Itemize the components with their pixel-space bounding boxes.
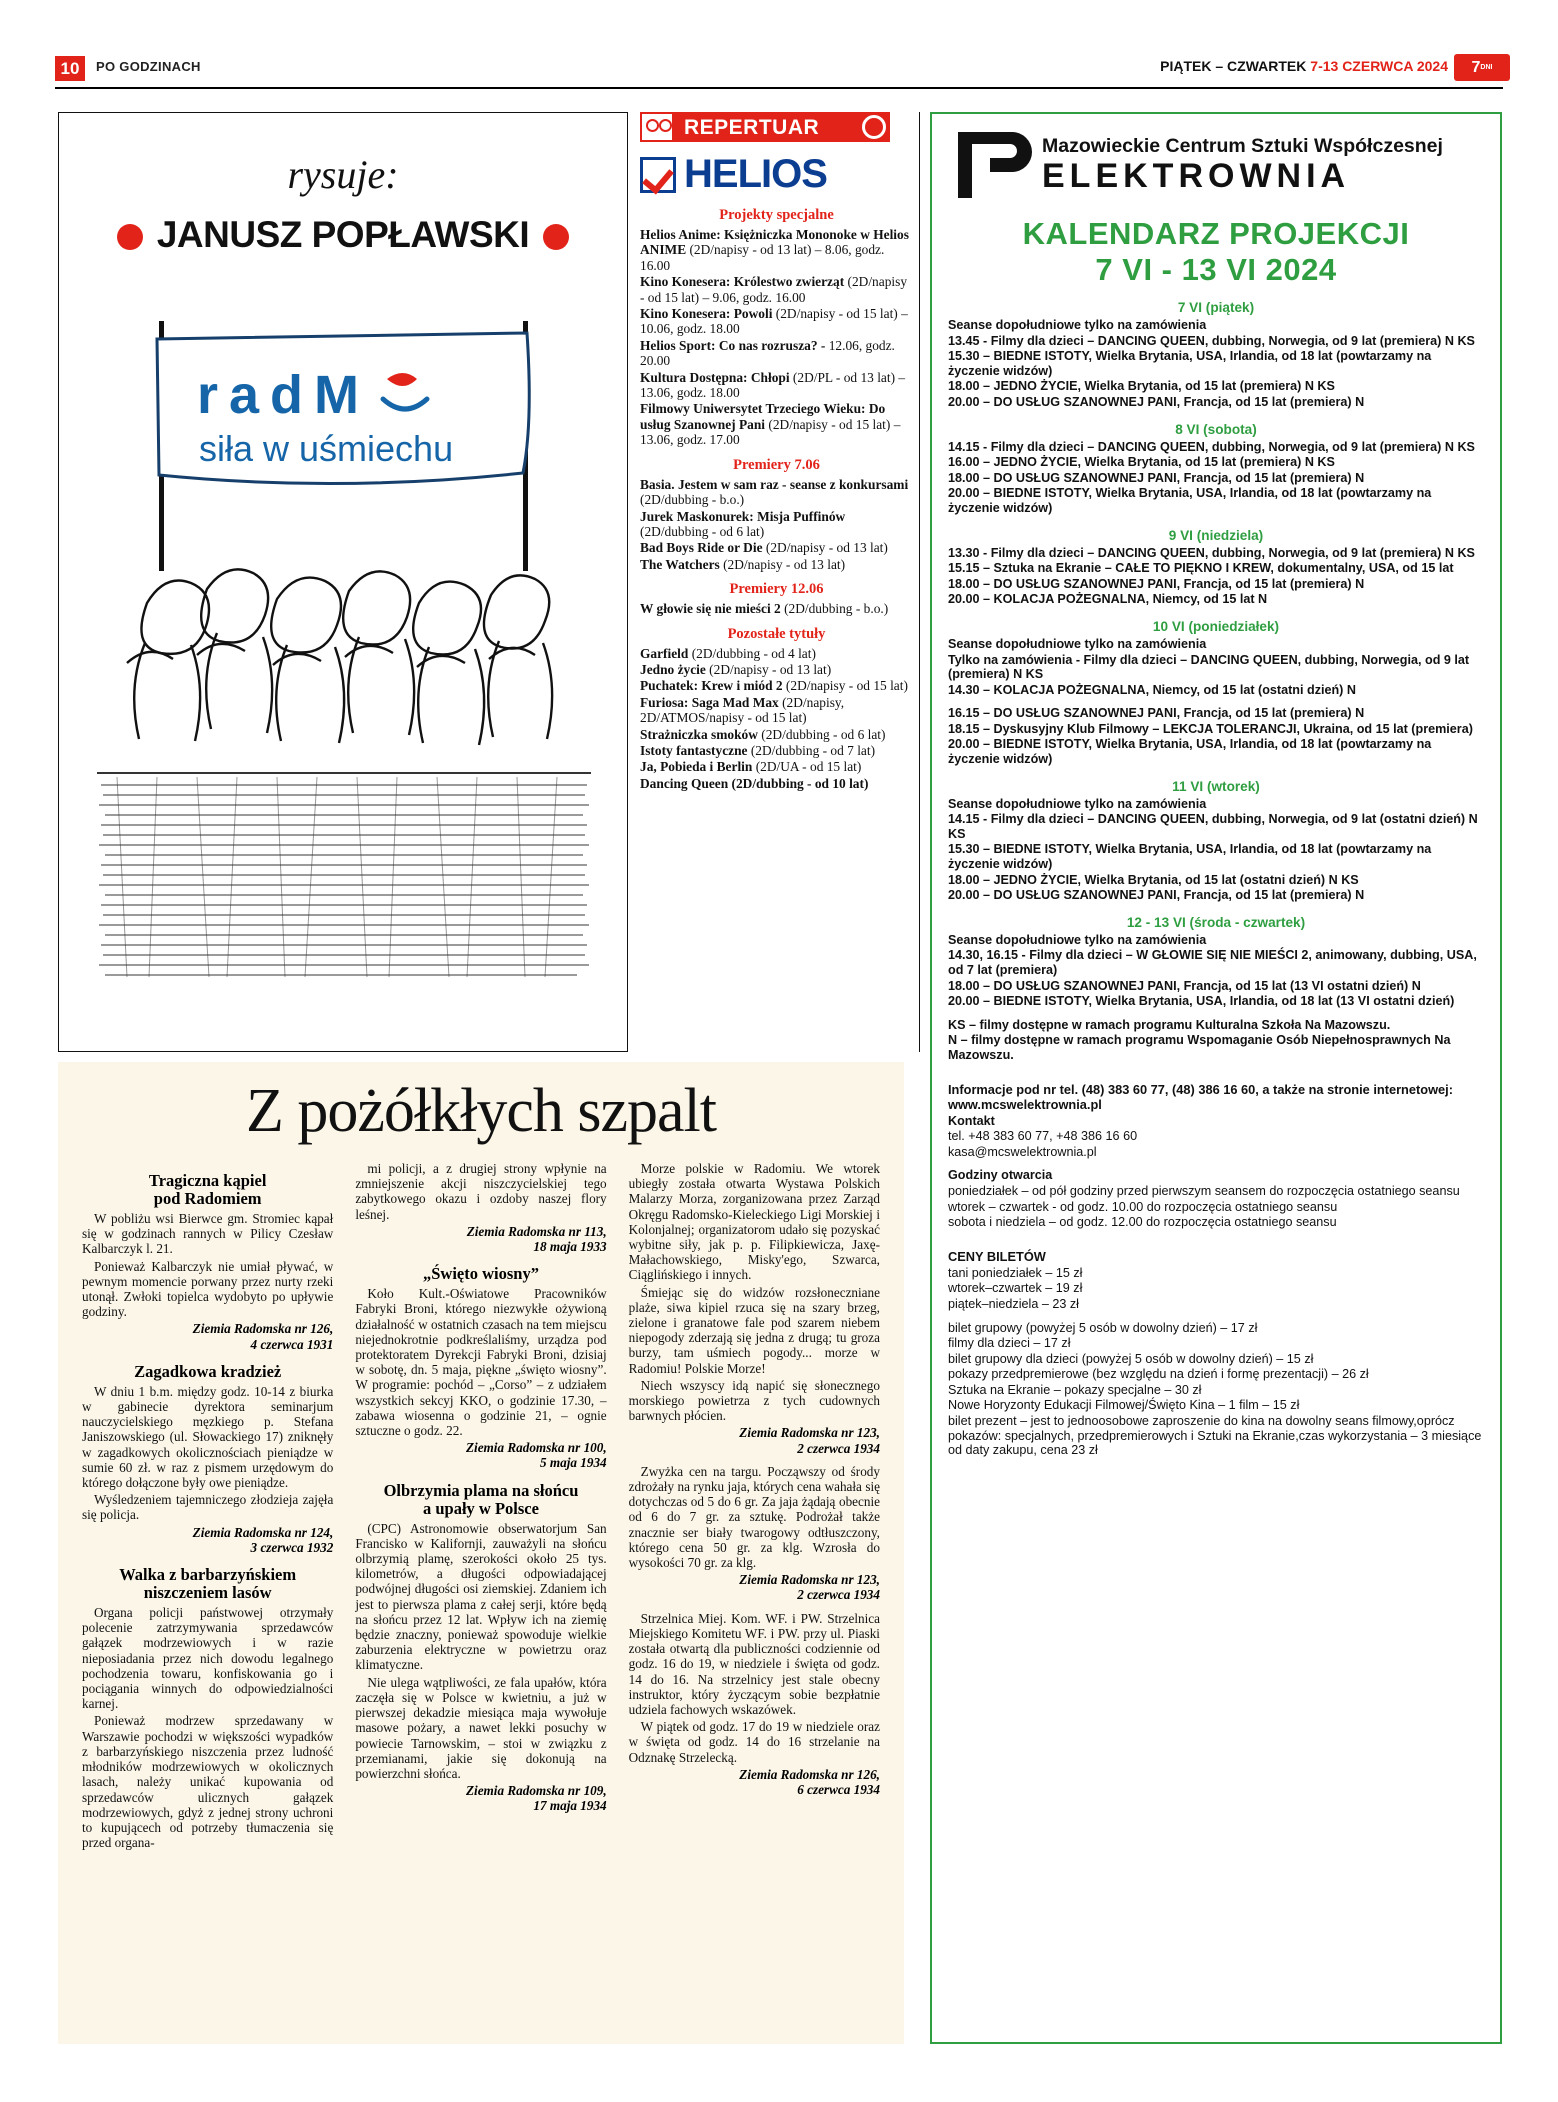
calendar-title	[948, 216, 1484, 288]
schedule-line: 15.30 – BIEDNE ISTOTY, Wielka Brytania, USA, Irlandia, od 18 lat (powtarzamy na życzenie widzów)	[948, 842, 1432, 872]
ticket-price-line: bilet prezent – jest to jednoosobowe zaproszenie do kina na dowolny seans filmowy,oprócz pokazów: specjalnych, przedpremierowych i Sztuki na Ekranie,czas wykorzystania – 3 miesiące od daty zakupu, cena 23 zł	[948, 1414, 1482, 1458]
helios-listing: Filmowy Uniwersytet Trzeciego Wieku: Do usług Szanownej Pani (2D/napisy - od 15 lat) – 13.06, godz. 17.00	[640, 401, 901, 448]
ticket-price-line: bilet grupowy dla dzieci (powyżej 5 osób w dowolny dzień) – 15 zł	[948, 1351, 1314, 1366]
contact-line: kasa@mcswelektrownia.pl	[948, 1144, 1097, 1159]
masthead-logo-suffix: DNI	[1480, 64, 1493, 71]
helios-listing: Jedno życie (2D/napisy - od 13 lat)	[640, 661, 832, 677]
archive-title: Z pożółkłych szpalt	[246, 1077, 716, 1145]
helios-listing: Basia. Jestem w sam raz - seanse z konkursami (2D/dubbing - b.o.)	[640, 476, 909, 508]
helios-sections	[640, 207, 913, 791]
article-paragraph: (CPC) Astronomowie obserwatorjum San Francisko w Kalifornji, zauważyli na słońcu olbrzymią plamę, szerokości około 25 tys. kilometrów, a długości odpowiadającej podwójnej długości osi ziemskiej. Zdaniem ich jest to pierwsza plama z całej serji, które będą na słońcu przez 12 lat. Wpływ ich na ziemię będzie znaczny, ponieważ spowoduje wielkie zaburzenia elektryczne w powietrzu oraz klimatyczne.	[355, 1520, 607, 1673]
article-paragraph: Organa policji państwowej otrzymały polecenie zatrzymywania sprzedawców gałązek modrzewiowych i w razie nieposiadania przez nich dowodu legalnego pochodzenia towaru, konfiskowania go i pociągania winnych do odpowiedzialności karnej.	[82, 1605, 334, 1712]
cartoon-author	[59, 214, 627, 256]
repertuar-label: REPERTUAR	[684, 116, 820, 139]
schedule-line: 18.00 – JEDNO ŻYCIE, Wielka Brytania, od 15 lat (premiera) N KS	[948, 379, 1335, 394]
schedule-line: 20.00 – BIEDNE ISTOTY, Wielka Brytania, USA, Irlandia, od 18 lat (13 VI ostatni dzień)	[948, 994, 1455, 1009]
issue-date-prefix: PIĄTEK – CZWARTEK	[1160, 58, 1311, 74]
ticket-price-line: wtorek–czwartek – 19 zł	[948, 1281, 1083, 1296]
schedule-line: Seanse dopołudniowe tylko na zamówienia	[948, 318, 1207, 332]
contact-line: tel. +48 383 60 77, +48 386 16 60	[948, 1129, 1138, 1144]
helios-listing: Ja, Pobieda i Berlin (2D/UA - od 15 lat)	[640, 759, 862, 775]
page-header	[0, 56, 1558, 86]
header-divider	[55, 87, 1503, 89]
helios-repertoire-panel	[640, 112, 920, 1052]
ticket-price-line: piątek–niedziela – 23 zł	[948, 1296, 1079, 1311]
helios-listing: Istoty fantastyczne (2D/dubbing - od 7 lat)	[640, 742, 876, 758]
archive-column	[82, 1161, 333, 1852]
svg-text:r a d M: r a d M	[197, 365, 358, 425]
schedule-day-header: 10 VI (poniedziałek)	[1152, 618, 1280, 634]
elektrownia-subtitle: Mazowieckie Centrum Sztuki Współczesnej	[1042, 135, 1443, 157]
issue-date-range: 7-13 CZERWCA 2024	[1310, 58, 1448, 74]
article-paragraph: W dniu 1 b.m. między godz. 10-14 z biurka w gabinecie dyrektora seminarjum nauczycielskiego męzkiego p. Stefana Janiszowskiego (ul. Słowackiego 17) zniknęły w zagadkowych okolicznościach pieniądze w sumie 60 zł. w raz z pismem urzędowym do którego dołączone były owe pieniądze.	[82, 1383, 334, 1491]
schedule-line: Seanse dopołudniowe tylko na zamówienia	[948, 636, 1207, 651]
helios-listing: Garfield (2D/dubbing - od 4 lat)	[640, 645, 816, 661]
red-dot-right-icon	[543, 224, 569, 250]
spacer	[948, 1010, 1484, 1018]
elektrownia-title: ELEKTROWNIA	[1042, 157, 1351, 195]
spacer	[948, 1231, 1484, 1239]
red-dot-left-icon	[117, 224, 143, 250]
ticket-price-line: tani poniedziałek – 15 zł	[948, 1265, 1083, 1280]
cartoon-panel	[58, 112, 628, 1052]
schedule-line: 14.30 – KOLACJA POŻEGNALNA, Niemcy, od 15 lat (ostatni dzień) N	[948, 682, 1356, 697]
helios-section-title: Projekty specjalne	[719, 207, 834, 223]
schedule-line	[948, 698, 1484, 706]
article-source: Ziemia Radomska nr 126, 4 czerwca 1931	[192, 1321, 334, 1352]
article-paragraph: W piątek od godz. 17 do 19 w niedziele oraz w święta od godz. 14 do 16 strzelanie na Odznakę Strzelecką.	[628, 1719, 880, 1765]
article-paragraph: Ponieważ modrzew sprzedawany w Warszawie pochodzi w większości wypadków z barbarzyńskiego niszczenia przez ludność młodników modrzewiowych w okolicznych lasach, należy unikać kupowania od sprzedawców ulicznych gałązek modrzewiowych, gdyż z jednej strony uchroni to kupującech od potrzeby tłumaczenia się przed organa-	[82, 1713, 334, 1851]
schedule-line: 18.00 – DO USŁUG SZANOWNEJ PANI, Francja, od 15 lat (13 VI ostatni dzień) N	[948, 978, 1421, 993]
helios-section-title: Premiery 12.06	[729, 581, 824, 598]
article-paragraph: Nie ulega wątpliwości, ze fala upałów, która zaczęła się w Polsce w kwietniu, a już w pierwszej dekadzie miesiąca maja wywołuje masowe pożary, a nawet lekki posuchy w powiecie Tarnowskim, – stoi w związku z przemianami, jakie się dokonują na powierzchni słońca.	[355, 1674, 607, 1781]
elektrownia-logo-icon	[948, 128, 1032, 202]
article-paragraph: Niech wszyscy idą napić się słonecznego morskiego powietrza z tych cudownych barwnych płócien.	[628, 1377, 880, 1424]
helios-listing: Kino Konesera: Powoli (2D/napisy - od 15 lat) – 10.06, godz. 18.00	[640, 306, 908, 337]
schedule-line: Seanse dopołudniowe tylko na zamówienia	[948, 796, 1207, 811]
article-paragraph: Śmiejąc się do widzów rozsłoneczniane plaże, siwa kipiel rzuca się na szary brzeg, zielone i granatowe fale pod szarem niebem niepogody zderzają się jedna z drugą; tu groza burzy, tam uśmiech pogody... morze w Radomiu! Polskie Morze!	[628, 1284, 880, 1376]
schedule-line: 13.45 - Filmy dla dzieci – DANCING QUEEN, dubbing, Norwegia, od 9 lat (premiera) N KS	[948, 333, 1475, 348]
helios-listing: W głowie się nie mieści 2 (2D/dubbing - b.o.)	[640, 601, 889, 617]
archive-articles-panel	[58, 1062, 904, 2044]
article-source: Ziemia Radomska nr 123, 2 czerwca 1934	[739, 1572, 880, 1603]
ticket-price-line: Sztuka na Ekranie – pokazy specjalne – 30 zł	[948, 1382, 1202, 1397]
schedule-day-header: 11 VI (wtorek)	[1172, 778, 1260, 794]
article-paragraph: Strzelnica Miej. Kom. WF. i PW. Strzelnica Miejskiego Komitetu WF. i PW. przy ul. Piaski została otwartą dla publiczności codziennie od godz. 16 do 19, w niedziele i święta od godz. 14 do 16. Na strzelnicy jest stale obecny instruktor, który życzącym sobie bezpłatnie udziela fachowych wskazówek.	[628, 1610, 880, 1717]
section-title: PO GODZINACH	[96, 59, 201, 74]
helios-listing: Strażniczka smoków (2D/dubbing - od 6 lat)	[640, 726, 886, 742]
page-number: 10	[55, 56, 85, 81]
schedule-line: 14.15 - Filmy dla dzieci – DANCING QUEEN, dubbing, Norwegia, od 9 lat (ostatni dzień) N KS	[948, 812, 1478, 841]
schedule-line: 14.30, 16.15 - Filmy dla dzieci – W GŁOWIE SIĘ NIE MIEŚCI 2, animowany, dubbing, USA, od 7 lat (premiera)	[948, 948, 1477, 977]
spacer	[948, 1160, 1484, 1168]
article-heading: Olbrzymia plama na słońcu a upały w Polsce	[383, 1480, 579, 1518]
helios-logo	[640, 152, 913, 197]
ticket-price-line: Nowe Horyzonty Edukacji Filmowej/Święto Kina – 1 film – 15 zł	[948, 1398, 1300, 1413]
schedule-line: 14.15 - Filmy dla dzieci – DANCING QUEEN, dubbing, Norwegia, od 9 lat (premiera) N KS	[948, 439, 1475, 454]
film-reel-icon	[862, 115, 886, 139]
helios-listing: Puchatek: Krew i miód 2 (2D/napisy - od 15 lat)	[640, 678, 908, 694]
schedule-line: 20.00 – BIEDNE ISTOTY, Wielka Brytania, USA, Irlandia, od 18 lat (powtarzamy na życzenie widzów)	[948, 486, 1432, 515]
helios-listing: Helios Sport: Co nas rozrusza? - 12.06, godz. 20.00	[640, 337, 895, 369]
program-note: N – filmy dostępne w ramach programu Wspomaganie Osób Niepełnosprawnych Na Mazowszu.	[948, 1033, 1451, 1062]
schedule-line: 15.15 – Sztuka na Ekranie – CAŁE TO PIĘKNO I KREW, dokumentalny, USA, od 15 lat	[948, 561, 1454, 576]
archive-column	[629, 1161, 880, 1852]
article-paragraph: Wyśledzeniem tajemniczego złodzieja zajęła się policja.	[82, 1492, 334, 1523]
ticket-price-line: filmy dla dzieci – 17 zł	[948, 1336, 1071, 1351]
archive-columns	[58, 1153, 904, 1862]
helios-listing: Kino Konesera: Królestwo zwierząt (2D/napisy - od 15 lat) – 9.06, godz. 16.00	[640, 274, 908, 305]
cartoon-author-name: JANUSZ POPŁAWSKI	[156, 214, 530, 255]
opening-hours-title: Godziny otwarcia	[948, 1168, 1053, 1183]
schedule-line: 18.00 – DO USŁUG SZANOWNEJ PANI, Francja, od 15 lat (premiera) N	[948, 470, 1365, 485]
schedule-line: 20.00 – BIEDNE ISTOTY, Wielka Brytania, USA, Irlandia, od 18 lat (powtarzamy na życzenie widzów)	[948, 737, 1432, 767]
schedule-line: 20.00 – KOLACJA POŻEGNALNA, Niemcy, od 15 lat N	[948, 592, 1268, 607]
helios-listing: Furiosa: Saga Mad Max (2D/napisy, 2D/ATMOS/napisy - od 15 lat)	[640, 694, 845, 726]
article-heading: Walka z barbarzyńskiem niszczeniem lasów	[119, 1565, 297, 1603]
helios-listing: Helios Anime: Księżniczka Mononoke w Helios ANIME (2D/napisy - od 13 lat) – 8.06, godz. 16.00	[640, 227, 909, 273]
ticket-price-line: pokazy przedpremierowe (bez względu na dzień i formę prezentacji) – 26 zł	[948, 1367, 1369, 1382]
schedule-line: Seanse dopołudniowe tylko na zamówienia	[948, 932, 1207, 947]
schedule-day-header: 12 - 13 VI (środa - czwartek)	[1126, 914, 1306, 930]
article-paragraph: Zwyżka cen na targu. Począwszy od środy zdrożały na rynku jaja, których cena wahała się dotychczas od 5 do 6 gr. Za jaja żądają obecnie od 6 do 7 gr. za sztukę. Podrożał także znacznie ser biały twarogowy odtłuszczony, którego cena 50 gr. za klg. Wzrosła do wysokości 70 gr. za klg.	[628, 1463, 880, 1571]
ticket-prices-title: CENY BILETÓW	[948, 1248, 1046, 1264]
masthead-logo-number: 7	[1471, 59, 1481, 76]
schedule-line: 16.15 – DO USŁUG SZANOWNEJ PANI, Francja, od 15 lat (premiera) N	[948, 706, 1365, 721]
schedule-line: Tylko na zamówienia - Filmy dla dzieci – DANCING QUEEN, dubbing, Norwegia, od 9 lat (premiera) N KS	[948, 652, 1470, 682]
helios-listing: Jurek Maskonurek: Misja Puffinów (2D/dubbing - od 6 lat)	[640, 508, 846, 539]
schedule-day-header: 9 VI (niedziela)	[1168, 527, 1264, 543]
contact-info-bold: Informacje pod nr tel. (48) 383 60 77, (48) 386 16 60, a także na stronie internetowej: www.mcswelektrownia.pl	[948, 1081, 1453, 1112]
ticket-price-line: bilet grupowy (powyżej 5 osób w dowolny dzień) – 17 zł	[948, 1320, 1258, 1335]
svg-text:siła w uśmiechu: siła w uśmiechu	[199, 428, 454, 469]
schedule-line: 18.00 – DO USŁUG SZANOWNEJ PANI, Francja, od 15 lat (premiera) N	[948, 576, 1365, 591]
contact-label: Kontakt	[948, 1113, 995, 1128]
elektrownia-panel	[930, 112, 1502, 2044]
schedule-line: 13.30 - Filmy dla dzieci – DANCING QUEEN, dubbing, Norwegia, od 9 lat (premiera) N KS	[948, 545, 1475, 560]
opening-hours-line: wtorek – czwartek - od godz. 10.00 do rozpoczęcia ostatniego seansu	[948, 1199, 1338, 1214]
opening-hours-line: poniedziałek – od pół godziny przed pierwszym seansem do rozpoczęcia ostatniego seansu	[948, 1183, 1460, 1198]
program-note: KS – filmy dostępne w ramach programu Kulturalna Szkoła Na Mazowszu.	[948, 1017, 1391, 1032]
schedule-line: 20.00 – DO USŁUG SZANOWNEJ PANI, Francja, od 15 lat (premiera) N	[948, 888, 1365, 903]
helios-listing: The Watchers (2D/napisy - od 13 lat)	[640, 556, 846, 572]
schedule-line: 18.15 – Dyskusyjny Klub Filmowy – LEKCJA TOLERANCJI, Ukraina, od 15 lat (premiera)	[948, 721, 1473, 736]
schedule-line: 18.00 – JEDNO ŻYCIE, Wielka Brytania, od 15 lat (ostatni dzień) N KS	[948, 872, 1359, 887]
masthead-logo	[1454, 54, 1510, 81]
elektrownia-info	[948, 1010, 1484, 1458]
article-source: Ziemia Radomska nr 126, 6 czerwca 1934	[739, 1766, 880, 1797]
archive-column	[355, 1161, 606, 1852]
spacer	[948, 1064, 1484, 1072]
schedule-line: 15.30 – BIEDNE ISTOTY, Wielka Brytania, USA, Irlandia, od 18 lat (powtarzamy na życzenie widzów)	[948, 349, 1432, 378]
article-source: Ziemia Radomska nr 124, 3 czerwca 1932	[192, 1524, 334, 1555]
article-paragraph: W pobliżu wsi Bierwce gm. Stromiec kąpał się w godzinach rannych w Pilicy Czesław Kalbarczyk l. 21.	[82, 1211, 334, 1257]
film-camera-icon	[640, 112, 674, 142]
helios-listing: Bad Boys Ride or Die (2D/napisy - od 13 lat)	[640, 540, 888, 556]
repertuar-banner	[640, 112, 890, 146]
issue-date	[1160, 58, 1448, 74]
article-paragraph: Morze polskie w Radomiu. We wtorek ubiegły została otwarta Wystawa Polskich Malarzy Morza, zorganizowana przez Zarząd Okręgu Radomsko-Kieleckiego Ligi Morskiej i Kolonjalnej; organizatorom udało się pozyskać wybitne siły, jak p. p. Filipkiewicza, Jaxę-Małachowskiego, Misky'ego, Szwarca, Ciąglińskiego i innych.	[628, 1161, 880, 1283]
schedule-line: 20.00 – DO USŁUG SZANOWNEJ PANI, Francja, od 15 lat (premiera) N	[948, 394, 1365, 409]
helios-listing: Dancing Queen (2D/dubbing - od 10 lat)	[640, 775, 869, 791]
spacer	[948, 1313, 1484, 1321]
article-paragraph: Ponieważ Kalbarczyk nie umiał pływać, w pewnym momencie porwany przez nurty rzeki utonął. Zwłoki topielca wydobyto po upływie godziny.	[82, 1258, 334, 1320]
article-heading: „Święto wiosny”	[423, 1264, 539, 1284]
article-source: Ziemia Radomska nr 100, 5 maja 1934	[465, 1440, 607, 1471]
article-paragraph: mi policji, a z drugiej strony wpłynie na zmniejszenie akcji niszczycielskiej tego zabytkowego okazu i ozdoby naszej flory leśnej.	[355, 1161, 607, 1222]
schedule-day-header: 7 VI (piątek)	[1177, 300, 1255, 315]
schedule-day-header: 8 VI (sobota)	[1175, 421, 1257, 437]
article-source: Ziemia Radomska nr 123, 2 czerwca 1934	[739, 1425, 880, 1456]
cartoon-illustration-icon	[87, 303, 601, 1013]
article-paragraph: Koło Kult.-Oświatowe Pracowników Fabryki Broni, którego niezwykłe ożywioną działalność w ostatnich czasach na tem miejscu niejednokrotnie podkreślaliśmy, urządza pod protektoratem Dyrekcji Fabryki Broni, dzisiaj w sobotę, dn. 5 maja, piękne „święto wiosny”. W programie: pochód – „Corso” – z udziałem wszystkich sekcyj KKO, o godzinie 17.30, – zabawa wiosenna o godzinie 21, – ognie sztuczne o godz. 22.	[355, 1286, 607, 1439]
article-source: Ziemia Radomska nr 113, 18 maja 1933	[466, 1223, 607, 1255]
helios-listing: Kultura Dostępna: Chłopi (2D/PL - od 13 lat) – 13.06, godz. 18.00	[640, 369, 906, 401]
article-source: Ziemia Radomska nr 109, 17 maja 1934	[465, 1783, 607, 1814]
helios-check-icon	[640, 157, 676, 193]
helios-section-title: Pozostałe tytuły	[727, 625, 826, 642]
article-heading: Tragiczna kąpiel pod Radomiem	[148, 1171, 267, 1208]
screening-schedule	[948, 300, 1484, 1009]
elektrownia-header	[948, 128, 1484, 202]
helios-section-title: Premiery 7.06	[733, 456, 820, 473]
article-heading: Zagadkowa kradzież	[134, 1361, 282, 1381]
helios-brand-name: HELIOS	[684, 152, 827, 196]
schedule-line: 16.00 – JEDNO ŻYCIE, Wielka Brytania, od 15 lat (premiera) N KS	[948, 455, 1335, 470]
calendar-title-line1: KALENDARZ PROJEKCJI	[1022, 216, 1410, 251]
calendar-title-line2: 7 VI - 13 VI 2024	[1095, 252, 1337, 287]
opening-hours-line: sobota i niedziela – od godz. 12.00 do rozpoczęcia ostatniego seansu	[948, 1215, 1337, 1230]
cartoon-drawing	[87, 303, 601, 1013]
cartoon-byline-label: rysuje:	[287, 152, 399, 197]
